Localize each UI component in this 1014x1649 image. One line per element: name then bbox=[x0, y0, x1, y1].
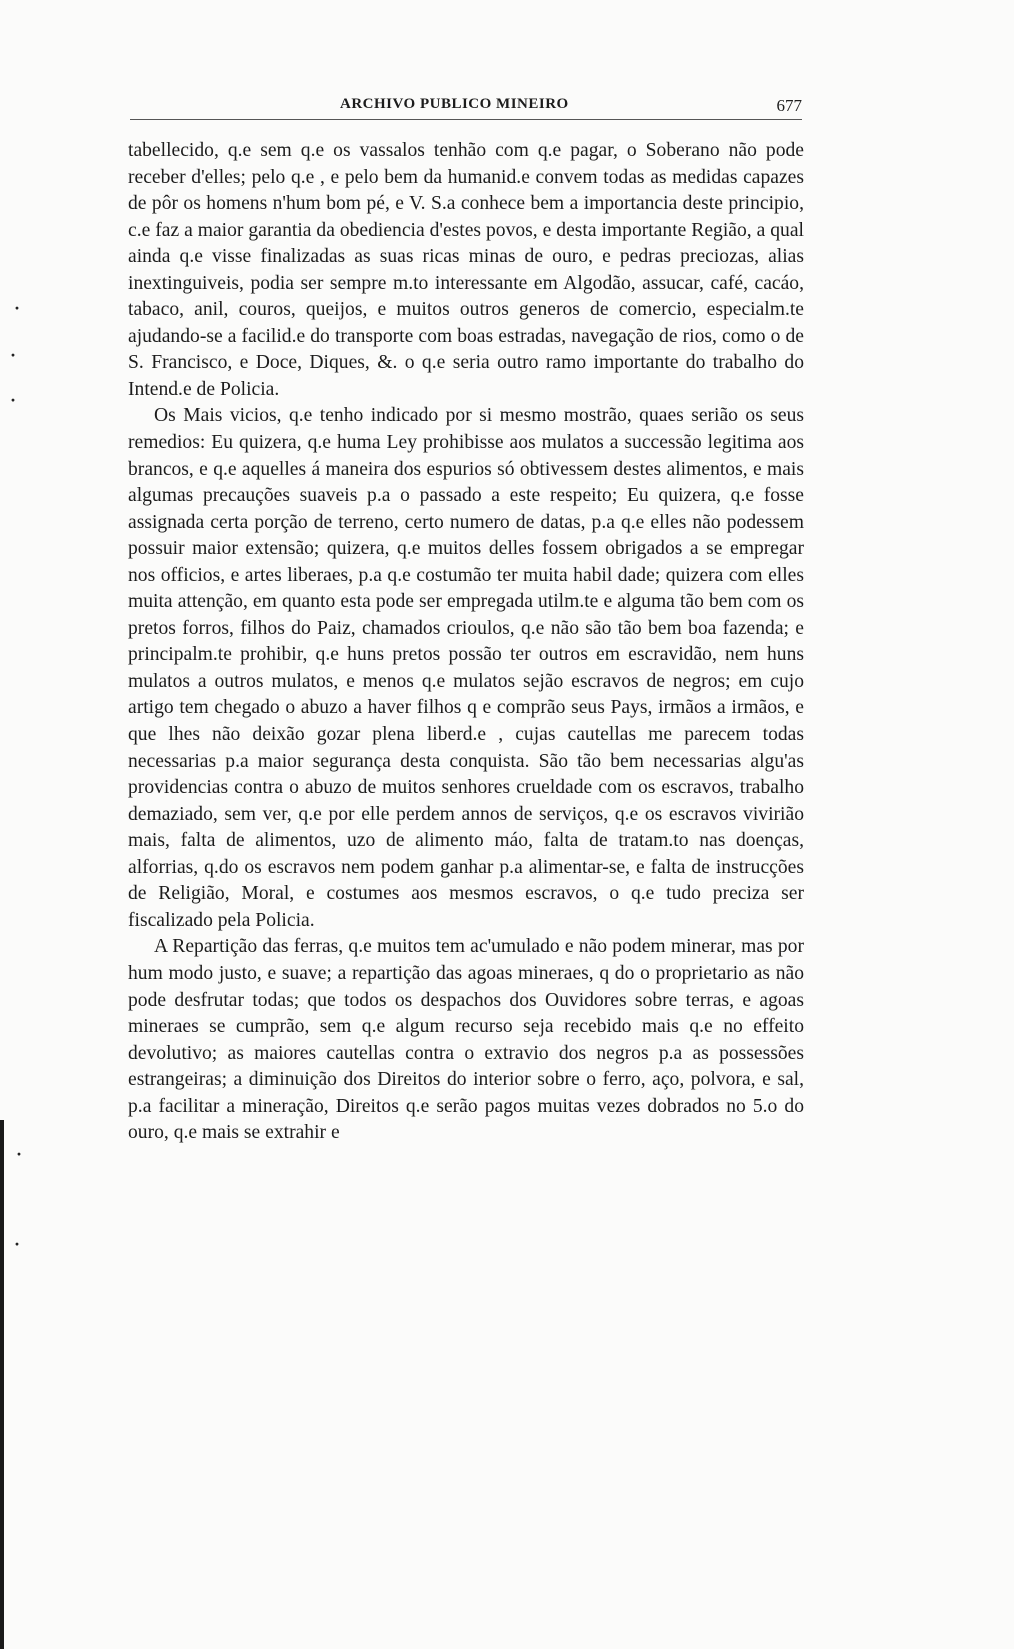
header-title: ARCHIVO PUBLICO MINEIRO bbox=[340, 96, 569, 112]
paragraph-2: Os Mais vicios, q.e tenho indicado por si mesmo mostrão, quaes serião os seus remedios: Eu quizera, q.e huma Ley prohibisse aos mulatos a successão legitima aos brancos, e q.e aquelles á maneira dos espurios só obtivessem destes alimentos, e mais algumas precauções suaveis p.a o passado a este respeito; Eu quizera, q.e fosse assignada certa porção de terreno, certo numero de datas, p.a q.e elles não podessem possuir maior extensão; quizera, q.e muitos delles fossem obrigados a se empregar nos officios, e artes liberaes, p.a q.e costumão ter muita habil dade; quizera com elles muita attenção, em quanto esta pode ser empregada utilm.te e alguma tão bem com os pretos forros, filhos do Paiz, chamados crioulos, q.e não são tão bem boa fazenda; e principalm.te prohibir, q.e huns pretos possão ter outros em escravidão, nem huns mulatos a outros mulatos, e menos q.e mulatos sejão escravos de negros; em cujo artigo tem chegado o abuzo a haver filhos q e comprão seus Pays, irmãos a irmãos, e que lhes não deixão gozar plena liberd.e , cujas cautellas me parecem todas necessarias p.a maior segurança desta conquista. São tão bem necessarias algu'as providencias contra o abuzo de muitos senhores crueldade com os escravos, trabalho demaziado, sem ver, q.e por elle perdem annos de serviços, q.e os escravos vivirião mais, falta de alimentos, uzo de alimento máo, falta de tratam.to nas doenças, alforrias, q.do os escravos nem podem ganhar p.a alimentar-se, e falta de instrucções de Religião, Moral, e costumes aos mesmos escravos, o q.e tudo preciza ser fiscalizado pela Policia. bbox=[128, 405, 804, 931]
paragraph-1: tabellecido, q.e sem q.e os vassalos tenhão com q.e pagar, o Soberano não pode receber d'elles; pelo q.e , e pelo bem da humanid.e convem todas as medidas capazes de pôr os homens n'hum bom pé, e V. S.a conhece bem a importancia deste principio, c.e faz a maior garantia da obediencia d'estes povos, e desta importante Região, a qual ainda q.e visse finalizadas as suas ricas minas de ouro, e pedras preciozas, alias inextinguiveis, podia ser sempre m.to interessante em Algodão, assucar, café, cacáo, tabaco, anil, couros, queijos, e muitos outros generos de comercio, especialm.te ajudando-se a facilid.e do transporte com boas estradas, navegação de rios, como o de S. Francisco, e Doce, Diques, &. o q.e seria outro ramo importante do trabalho do Intend.e de Policia. bbox=[128, 140, 804, 400]
margin-speck: · bbox=[14, 1234, 21, 1254]
header-rule bbox=[130, 119, 802, 120]
running-head bbox=[130, 96, 802, 122]
margin-speck: · bbox=[10, 345, 17, 365]
paragraph-3: A Repartição das ferras, q.e muitos tem ac'umulado e não podem minerar, mas por hum modo justo, e suave; a repartição das agoas mineraes, q do o proprietario as não pode desfrutar todas; que todos os despachos dos Ouvidores sobre terras, e agoas mineraes se cumprão, sem q.e algum recurso seja recebido mais q.e no effeito devolutivo; as maiores cautellas contra o extravio dos negros p.a as possessões estrangeiras; a diminuição dos Direitos do interior sobre o ferro, aço, polvora, e sal, p.a facilitar a mineração, Direitos q.e serão pagos muitas vezes dobrados no 5.o do ouro, q.e mais se extrahir e bbox=[128, 936, 804, 1144]
margin-speck: · bbox=[10, 390, 17, 410]
margin-speck: · bbox=[14, 298, 21, 318]
page-number: 677 bbox=[776, 96, 802, 115]
margin-speck: · bbox=[16, 1144, 23, 1164]
binding-shadow bbox=[0, 1120, 4, 1649]
body-text bbox=[128, 138, 804, 1147]
